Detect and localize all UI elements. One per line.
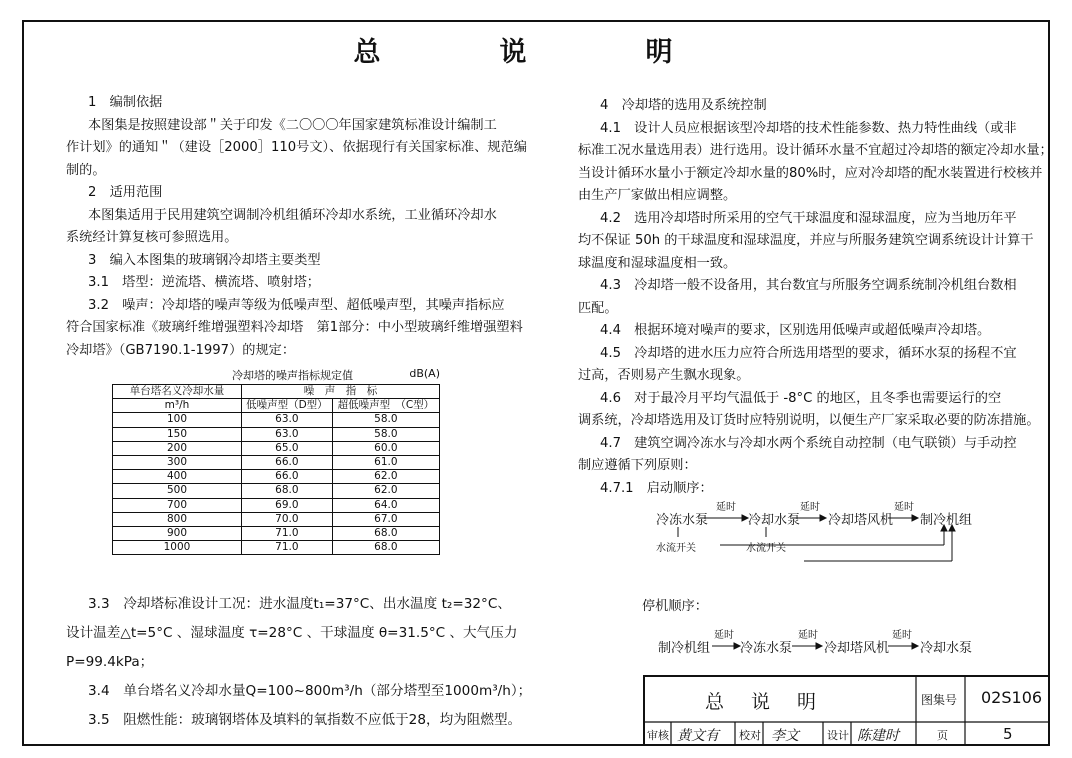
ultra-low-noise-cell: 64.0 (332, 498, 439, 512)
start-delay-1: 延时 (716, 502, 736, 513)
left-text-line: 3.1 塔型：逆流塔、横流塔、喷射塔； (88, 275, 320, 290)
left-text-line: 3.2 噪声：冷却塔的噪声等级为低噪声型、超低噪声型，其噪声指标应 (88, 297, 505, 313)
ultra-low-noise-cell: 60.0 (332, 441, 439, 455)
noise-table-body (113, 413, 440, 555)
left-text-line: 符合国家标准《玻璃纤维增强塑料冷却塔 第1部分：中小型玻璃纤维增强塑料 (66, 320, 523, 335)
right-text-line: 调系统，冷却塔选用及订货时应特别说明，以便生产厂家采取必要的防冻措施。 (578, 413, 1040, 428)
lower-text-line: 设计温差△t=5°C 、湿球温度 τ=28°C 、干球温度 θ=31.5°C 、大气压力 (66, 625, 518, 641)
ultra-low-noise-cell: 61.0 (332, 455, 439, 469)
left-text-line: 冷却塔》（GB7190.1-1997）的规定： (66, 342, 296, 358)
left-column (66, 92, 527, 362)
right-text-line: 4.5 冷却塔的进水压力应符合所选用塔型的要求，循环水泵的扬程不宜 (600, 345, 1017, 361)
left-text-line: 制的。 (66, 162, 106, 178)
table-row (113, 427, 440, 441)
low-noise-cell: 71.0 (242, 526, 333, 540)
ultra-low-noise-cell: 62.0 (332, 470, 439, 484)
left-text-line: 本图集适用于民用建筑空调制冷机组循环冷却水系统，工业循环冷却水 (88, 207, 497, 223)
low-noise-cell: 71.0 (242, 541, 333, 555)
title-block (643, 675, 1048, 745)
ultra-low-noise-cell: 68.0 (332, 526, 439, 540)
right-text-line: 当设计循环水量小于额定冷却水量的80%时，应对冷却塔的配水装置进行校核并 (578, 165, 1043, 181)
page-number: 5 (1003, 725, 1013, 743)
table-row (113, 541, 440, 555)
stop-sequence-label: 停机顺序： (642, 599, 708, 614)
page-title: 总 说 明 (353, 37, 719, 68)
stop-node-4: 冷却水泵 (920, 641, 973, 656)
flow-cell: 500 (113, 484, 242, 498)
designer-signature: 陈建时 (857, 728, 899, 744)
header-low: 低噪声型（D型） (242, 399, 333, 413)
noise-table (112, 384, 440, 555)
start-node-1: 冷冻水泵 (656, 513, 709, 528)
title-block-name: 总 说 明 (705, 691, 821, 713)
header-flow-unit: m³/h (113, 399, 242, 413)
right-text-line: 制应遵循下列原则： (578, 458, 697, 473)
ultra-low-noise-cell: 68.0 (332, 541, 439, 555)
flow-cell: 200 (113, 441, 242, 455)
table-row (113, 441, 440, 455)
left-text-line: 2 适用范围 (88, 185, 163, 200)
flow-cell: 300 (113, 455, 242, 469)
lower-text-line: P=99.4kPa； (66, 654, 154, 670)
flow-cell: 150 (113, 427, 242, 441)
flow-cell: 100 (113, 413, 242, 427)
right-text-line: 4.7 建筑空调冷冻水与冷却水两个系统自动控制（电气联锁）与手动控 (600, 435, 1017, 451)
low-noise-cell: 63.0 (242, 413, 333, 427)
low-noise-cell: 65.0 (242, 441, 333, 455)
low-noise-cell: 63.0 (242, 427, 333, 441)
right-text-line: 4.7.1 启动顺序： (600, 480, 713, 496)
start-node-3: 冷却塔风机 (828, 513, 894, 528)
flow-cell: 700 (113, 498, 242, 512)
header-ultra: 超低噪声型 （C型） (332, 399, 439, 413)
table-caption-text: 冷却塔的噪声指标规定值 (232, 369, 353, 382)
header-noise: 噪 声 指 标 (242, 385, 440, 399)
right-text-line: 球温度和湿球温度相一致。 (578, 255, 737, 271)
start-flow-switch-1: 水流开关 (656, 543, 696, 554)
table-row (113, 484, 440, 498)
header-flow: 单台塔名义冷却水量 (113, 385, 242, 399)
reviewer-signature: 黄文有 (677, 728, 719, 744)
right-text-line: 4.1 设计人员应根据该型冷却塔的技术性能参数、热力特性曲线（或非 (600, 120, 1017, 136)
right-text-line: 标准工况水量选用表）进行选用。设计循环水量不宜超过冷却塔的额定冷却水量； (578, 143, 1053, 158)
table-unit: dB(A) (409, 367, 440, 380)
atlas-number: 02S106 (981, 688, 1043, 707)
table-row (113, 413, 440, 427)
left-text-line: 本图集是按照建设部＂关于印发《二〇〇〇年国家建筑标准设计编制工 (88, 117, 497, 133)
left-text-line: 作计划》的通知＂（建设［2000］110号文）、依据现行有关国家标准、规范编 (66, 140, 527, 155)
ultra-low-noise-cell: 58.0 (332, 413, 439, 427)
start-flow-switch-2: 水流开关 (746, 543, 786, 554)
stop-delay-3: 延时 (892, 630, 912, 641)
right-text-line: 4.3 冷却塔一般不设备用，其台数宜与所服务空调系统制冷机组台数相 (600, 278, 1017, 293)
design-label: 设计 (827, 729, 849, 742)
right-text-line: 匹配。 (578, 300, 618, 316)
start-delay-3: 延时 (894, 502, 914, 513)
right-text-line: 4 冷却塔的选用及系统控制 (600, 98, 767, 113)
right-column (578, 95, 1053, 500)
flow-cell: 400 (113, 470, 242, 484)
right-text-line: 4.2 选用冷却塔时所采用的空气干球温度和湿球温度，应为当地历年平 (600, 210, 1017, 226)
left-lower-text (66, 590, 546, 735)
stop-node-3: 冷却塔风机 (824, 641, 890, 656)
table-row (113, 512, 440, 526)
right-text-line: 4.6 对于最冷月平均气温低于 -8°C 的地区，且冬季也需要运行的空 (600, 390, 1002, 406)
low-noise-cell: 66.0 (242, 470, 333, 484)
table-row (113, 526, 440, 540)
low-noise-cell: 66.0 (242, 455, 333, 469)
stop-delay-2: 延时 (798, 630, 818, 641)
ultra-low-noise-cell: 62.0 (332, 484, 439, 498)
left-text-line: 1 编制依据 (88, 95, 163, 110)
flow-cell: 1000 (113, 541, 242, 555)
right-text-line: 均不保证 50h 的干球温度和湿球温度，并应与所服务建筑空调系统设计计算干 (578, 233, 1034, 248)
left-text-line: 3 编入本图集的玻璃钢冷却塔主要类型 (88, 252, 321, 268)
table-row (113, 470, 440, 484)
left-text-line: 系统经计算复核可参照选用。 (66, 230, 238, 245)
low-noise-cell: 70.0 (242, 512, 333, 526)
start-node-2: 冷却水泵 (748, 513, 801, 528)
stop-node-1: 制冷机组 (658, 641, 711, 656)
start-node-4: 制冷机组 (920, 513, 973, 528)
page-label: 页 (937, 729, 948, 742)
right-text-line: 4.4 根据环境对噪声的要求，区别选用低噪声或超低噪声冷却塔。 (600, 323, 991, 338)
flow-cell: 900 (113, 526, 242, 540)
low-noise-cell: 69.0 (242, 498, 333, 512)
start-sequence-diagram (640, 495, 980, 585)
table-row (113, 498, 440, 512)
lower-text-line: 3.3 冷却塔标准设计工况：进水温度t₁=37°C、出水温度 t₂=32°C、 (88, 596, 511, 612)
low-noise-cell: 68.0 (242, 484, 333, 498)
right-text-line: 由生产厂家做出相应调整。 (578, 188, 737, 203)
stop-node-2: 冷冻水泵 (740, 641, 793, 656)
lower-text-line: 3.5 阻燃性能：玻璃钢塔体及填料的氧指数不应低于28，均为阻燃型。 (88, 712, 522, 728)
atlas-number-label: 图集号 (921, 693, 958, 707)
checker-signature: 李文 (771, 728, 799, 744)
table-row (113, 455, 440, 469)
review-label: 审核 (647, 729, 669, 742)
check-label: 校对 (739, 729, 761, 742)
start-delay-2: 延时 (800, 502, 820, 513)
ultra-low-noise-cell: 67.0 (332, 512, 439, 526)
right-text-line: 过高，否则易产生飘水现象。 (578, 368, 750, 383)
lower-text-line: 3.4 单台塔名义冷却水量Q=100~800m³/h（部分塔型至1000m³/h）； (88, 683, 532, 699)
flow-cell: 800 (113, 512, 242, 526)
ultra-low-noise-cell: 58.0 (332, 427, 439, 441)
stop-delay-1: 延时 (714, 630, 734, 641)
stop-sequence-diagram (656, 625, 986, 665)
